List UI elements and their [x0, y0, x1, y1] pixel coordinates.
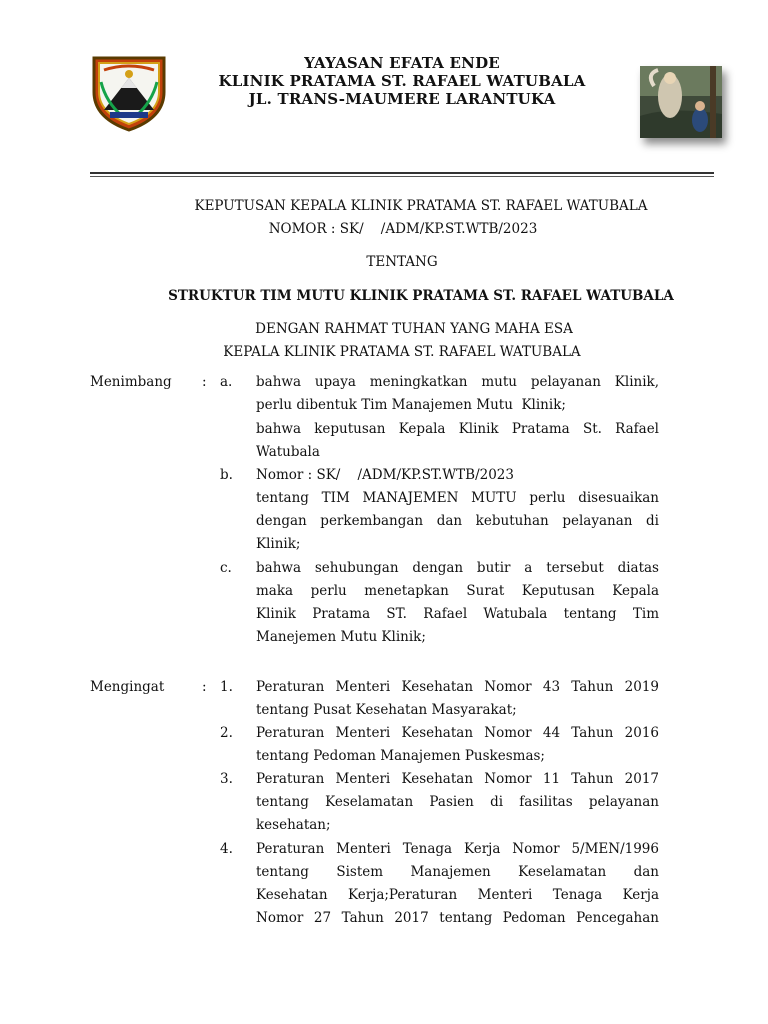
menimbang-c-line-1: bahwa sehubungan dengan butir a tersebut diatas [256, 560, 659, 576]
mengingat-2-line-2: tentang Pedoman Manajemen Puskesmas; [256, 748, 545, 764]
clinic-name: KLINIK PRATAMA ST. RAFAEL WATUBALA [218, 72, 586, 90]
clinic-address: JL. TRANS-MAUMERE LARANTUKA [248, 90, 556, 108]
decree-title: KEPUTUSAN KEPALA KLINIK PRATAMA ST. RAFAEL WATUBALA [194, 198, 648, 214]
menimbang-colon: : [202, 374, 207, 390]
decree-number: NOMOR : SK/ /ADM/KP.ST.WTB/2023 [268, 221, 538, 237]
mengingat-1-line-2: tentang Pusat Kesehatan Masyarakat; [256, 702, 517, 718]
mengingat-marker-3: 3. [220, 771, 233, 787]
menimbang-b-line-4: Klinik; [256, 536, 301, 552]
mengingat-4-line-1: Peraturan Menteri Tenaga Kerja Nomor 5/MEN/1996 [256, 841, 659, 857]
header-divider-thin [90, 176, 714, 177]
mengingat-marker-4: 4. [220, 841, 233, 857]
mengingat-4-line-2: tentang Sistem Manajemen Keselamatan dan [256, 864, 659, 880]
menimbang-a-line-1: bahwa upaya meningkatkan mutu pelayanan Klinik, [256, 374, 659, 390]
menimbang-c-line-4: Manejemen Mutu Klinik; [256, 629, 426, 645]
mengingat-4-line-3: Kesehatan Kerja;Peraturan Menteri Tenaga Kerja [256, 887, 659, 903]
menimbang-c-line-2: maka perlu menetapkan Surat Keputusan Kepala [256, 583, 659, 599]
foundation-name: YAYASAN EFATA ENDE [304, 54, 500, 72]
menimbang-marker-b: b. [220, 467, 233, 483]
header-divider [90, 172, 714, 174]
mengingat-marker-1: 1. [220, 679, 233, 695]
menimbang-label: Menimbang [90, 374, 172, 390]
invocation-line-1: DENGAN RAHMAT TUHAN YANG MAHA ESA [255, 321, 573, 337]
menimbang-marker-c: c. [220, 560, 232, 576]
mengingat-1-line-1: Peraturan Menteri Kesehatan Nomor 43 Tahun 2019 [256, 679, 659, 695]
menimbang-c-line-3: Klinik Pratama ST. Rafael Watubala tentang Tim [256, 606, 659, 622]
menimbang-b-line-2: tentang TIM MANAJEMEN MUTU perlu disesuaikan [256, 490, 659, 506]
menimbang-a-line-2: perlu dibentuk Tim Manajemen Mutu Klinik; [256, 397, 566, 413]
mengingat-3-line-3: kesehatan; [256, 817, 331, 833]
tentang-heading: TENTANG [366, 254, 438, 270]
invocation-line-2: KEPALA KLINIK PRATAMA ST. RAFAEL WATUBALA [223, 344, 581, 360]
menimbang-a-line-4: Watubala [256, 444, 320, 460]
mengingat-3-line-1: Peraturan Menteri Kesehatan Nomor 11 Tahun 2017 [256, 771, 659, 787]
decree-subject: STRUKTUR TIM MUTU KLINIK PRATAMA ST. RAFAEL WATUBALA [168, 288, 674, 304]
menimbang-a-line-3: bahwa keputusan Kepala Klinik Pratama St. Rafael [256, 421, 659, 437]
mengingat-4-line-4: Nomor 27 Tahun 2017 tentang Pedoman Pencegahan [256, 910, 659, 926]
mengingat-2-line-1: Peraturan Menteri Kesehatan Nomor 44 Tahun 2016 [256, 725, 659, 741]
mengingat-label: Mengingat [90, 679, 165, 695]
menimbang-b-line-3: dengan perkembangan dan kebutuhan pelayanan di [256, 513, 659, 529]
menimbang-b-line-1: Nomor : SK/ /ADM/KP.ST.WTB/2023 [256, 467, 514, 483]
mengingat-3-line-2: tentang Keselamatan Pasien di fasilitas pelayanan [256, 794, 659, 810]
mengingat-marker-2: 2. [220, 725, 233, 741]
regency-emblem-logo [88, 52, 170, 132]
menimbang-marker-a: a. [220, 374, 233, 390]
saint-raphael-image [640, 66, 722, 138]
mengingat-colon: : [202, 679, 207, 695]
